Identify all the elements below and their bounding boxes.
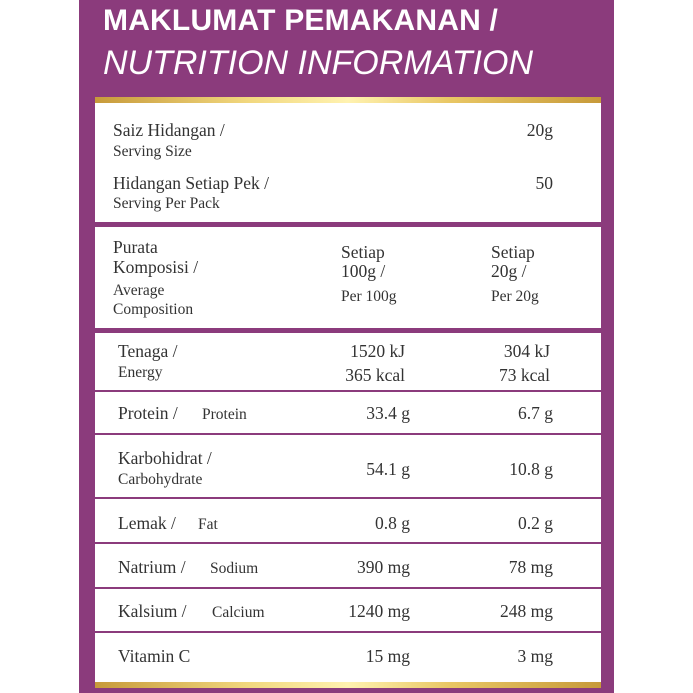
servings-per-pack-label-en: Serving Per Pack [113,195,220,212]
nutrition-table [95,103,601,682]
row-sodium-label-en: Sodium [210,560,259,577]
row-energy-per20-kcal: 73 kcal [498,365,550,385]
row-calcium-per100: 1240 mg [348,601,410,621]
row-protein-per100: 33.4 g [366,403,410,423]
row-carbohydrate-per100: 54.1 g [366,459,410,479]
row-energy-label: Tenaga / [118,341,178,361]
row-calcium-per20: 248 mg [500,601,553,621]
row-vitamin-c-label: Vitamin C [118,646,191,666]
header-divider [95,328,601,333]
row-energy-per100-kj: 1520 kJ [350,341,405,361]
row-divider [95,433,601,435]
row-vitamin-c-per20: 3 mg [517,646,553,666]
header-col1-en-1: Average [113,282,165,299]
row-divider [95,587,601,589]
row-energy-per100-kcal: 365 kcal [345,365,405,385]
title-malay: MAKLUMAT PEMAKANAN / [103,4,499,37]
row-divider [95,631,601,633]
row-sodium-per20: 78 mg [508,557,553,577]
row-vitamin-c-per100: 15 mg [365,646,410,666]
row-protein-label-en: Protein [202,406,247,423]
row-carbohydrate-per20: 10.8 g [509,459,553,479]
row-calcium-label: Kalsium / [118,601,187,621]
header-col3-ms-1: Setiap [491,242,535,262]
row-fat-label-en: Fat [198,516,218,533]
row-fat-per100: 0.8 g [375,513,410,533]
row-calcium-label-en: Calcium [212,604,265,621]
section-divider [95,222,601,227]
row-protein-per20: 6.7 g [518,403,553,423]
serving-size-label-en: Serving Size [113,143,192,160]
row-divider [95,497,601,499]
header-col1-en-2: Composition [113,301,194,318]
gold-rule-bottom [95,682,601,688]
row-energy-per20-kj: 304 kJ [503,341,550,361]
header-col3-ms-2: 20g / [491,261,527,281]
header-col1-ms-1: Purata [113,237,158,257]
header-col2-ms-2: 100g / [341,261,386,281]
header-col3-en: Per 20g [491,288,539,305]
row-divider [95,390,601,392]
row-protein-label: Protein / [118,403,178,423]
row-energy-label-en: Energy [118,364,163,381]
row-divider [95,542,601,544]
serving-size-label: Saiz Hidangan / [113,120,225,140]
row-carbohydrate-label-en: Carbohydrate [118,471,203,488]
header-col1-ms-2: Komposisi / [113,257,199,277]
row-fat-label: Lemak / [118,513,176,533]
row-sodium-label: Natrium / [118,557,186,577]
serving-size-value: 20g [526,120,553,140]
header-col2-en: Per 100g [341,288,397,305]
title-english: NUTRITION INFORMATION [103,44,533,82]
servings-per-pack-value: 50 [535,173,553,193]
row-sodium-per100: 390 mg [357,557,410,577]
row-carbohydrate-label: Karbohidrat / [118,448,212,468]
header-col2-ms-1: Setiap [341,242,385,262]
row-fat-per20: 0.2 g [518,513,553,533]
servings-per-pack-label: Hidangan Setiap Pek / [113,173,270,193]
